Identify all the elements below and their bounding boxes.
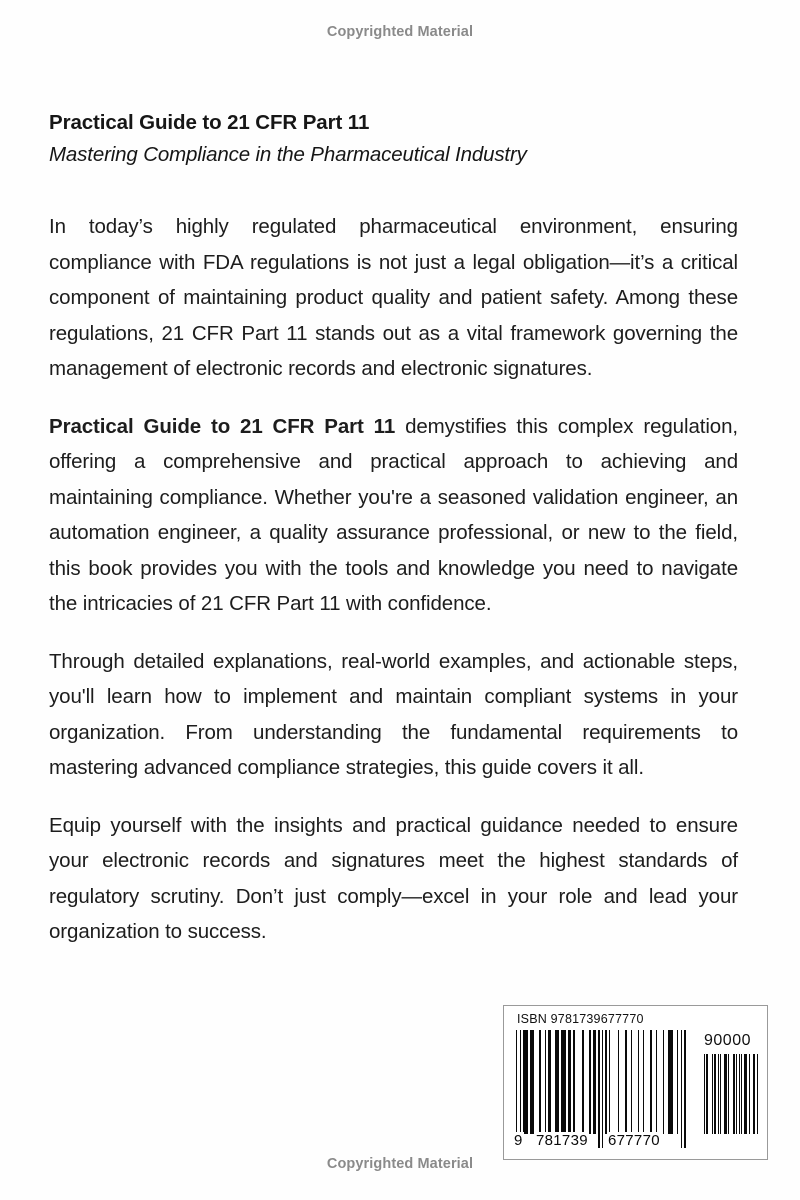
addon-barcode-bar [720, 1054, 721, 1134]
addon-barcode-bar [724, 1054, 727, 1134]
barcode-human-readable-digits [513, 1132, 693, 1152]
isbn-label: ISBN 9781739677770 [517, 1012, 644, 1026]
barcode-bar [516, 1030, 517, 1148]
barcode-bar [530, 1030, 533, 1134]
barcode-bar [593, 1030, 596, 1134]
barcode-bar [668, 1030, 673, 1134]
barcode-bar [548, 1030, 551, 1134]
addon-barcode-bar [733, 1054, 735, 1134]
barcode-bar [625, 1030, 626, 1134]
barcode-bar [582, 1030, 583, 1134]
addon-barcode-bar [706, 1054, 708, 1134]
barcode-bar [618, 1030, 619, 1134]
addon-barcode-bar [714, 1054, 716, 1134]
barcode-bar [684, 1030, 685, 1148]
blurb-paragraph-2-rest: demystifies this complex regulation, offering a comprehensive and practical approach to achieving and maintaining compliance. Whether you're a seasoned validation engineer, an automation engineer, a quality assurance professional, or new to the field, this book provides you with the tools and knowledge you need to navigate the intricacies of 21 CFR Part 11 with confidence. [49, 414, 738, 616]
addon-barcode-bar [749, 1054, 750, 1134]
barcode-bar [650, 1030, 651, 1134]
barcode-addon-label: 90000 [704, 1032, 751, 1049]
barcode-bar [663, 1030, 664, 1134]
barcode-bar [523, 1030, 528, 1134]
barcode-bar [681, 1030, 682, 1148]
addon-barcode-bar [712, 1054, 713, 1134]
ean5-addon-barcode-bars [703, 1054, 758, 1134]
addon-barcode-bar [757, 1054, 758, 1134]
barcode-bar [638, 1030, 639, 1134]
barcode-bar [605, 1030, 606, 1134]
ean13-barcode-bars [516, 1030, 686, 1134]
addon-barcode-bar [736, 1054, 737, 1134]
book-title: Practical Guide to 21 CFR Part 11 [49, 111, 370, 134]
barcode-bar [568, 1030, 571, 1134]
addon-barcode-bar [739, 1054, 740, 1134]
addon-barcode-bar [718, 1054, 719, 1134]
blurb-paragraph-2-bold-lead: Practical Guide to 21 CFR Part 11 [49, 414, 396, 438]
book-subtitle: Mastering Compliance in the Pharmaceutical Industry [49, 142, 527, 166]
barcode-bar [573, 1030, 574, 1134]
barcode-bar [631, 1030, 632, 1134]
barcode-bar [520, 1030, 521, 1148]
blurb-paragraph-1: In today’s highly regulated pharmaceutical environment, ensuring compliance with FDA regulations is not just a legal obligation—it’s a critical component of maintaining product quality and patient safety. Among these regulations, 21 CFR Part 11 stands out as a vital framework governing the management of electronic records and electronic signatures. [49, 215, 738, 381]
barcode-bar [656, 1030, 657, 1134]
copyright-watermark-top: Copyrighted Material [326, 24, 474, 40]
barcode-bar [677, 1030, 678, 1134]
isbn-barcode-block [503, 1005, 768, 1160]
addon-barcode-bar [728, 1054, 729, 1134]
back-cover-content [49, 110, 738, 950]
barcode-bar [545, 1030, 546, 1134]
barcode-bar [609, 1030, 610, 1134]
barcode-digit-group-2: 781739 [536, 1132, 588, 1149]
copyright-watermark-bottom: Copyrighted Material [326, 1156, 474, 1172]
barcode-bar [602, 1030, 603, 1148]
barcode-digit-group-3: 677770 [608, 1132, 660, 1149]
addon-barcode-bar [753, 1054, 755, 1134]
barcode-digit-group-1: 9 [514, 1132, 523, 1149]
barcode-bar [555, 1030, 558, 1134]
barcode-bar [589, 1030, 590, 1134]
barcode-bar [539, 1030, 540, 1134]
barcode-bar [643, 1030, 644, 1134]
blurb-paragraph-4: Equip yourself with the insights and practical guidance needed to ensure your electronic records and signatures meet the highest standards of regulatory scrutiny. Don’t just comply—excel in your role and lead your organization to success. [49, 813, 738, 944]
barcode-bar [598, 1030, 599, 1148]
addon-barcode-bar [741, 1054, 742, 1134]
addon-barcode-bar [744, 1054, 747, 1134]
addon-barcode-bar [704, 1054, 705, 1134]
blurb-paragraph-2 [49, 409, 738, 622]
blurb-paragraph-3: Through detailed explanations, real-world examples, and actionable steps, you'll learn how to implement and maintain compliant systems in your organization. From understanding the fundamental requirements to mastering advanced compliance strategies, this guide covers it all. [49, 649, 738, 780]
barcode-bar [561, 1030, 566, 1134]
